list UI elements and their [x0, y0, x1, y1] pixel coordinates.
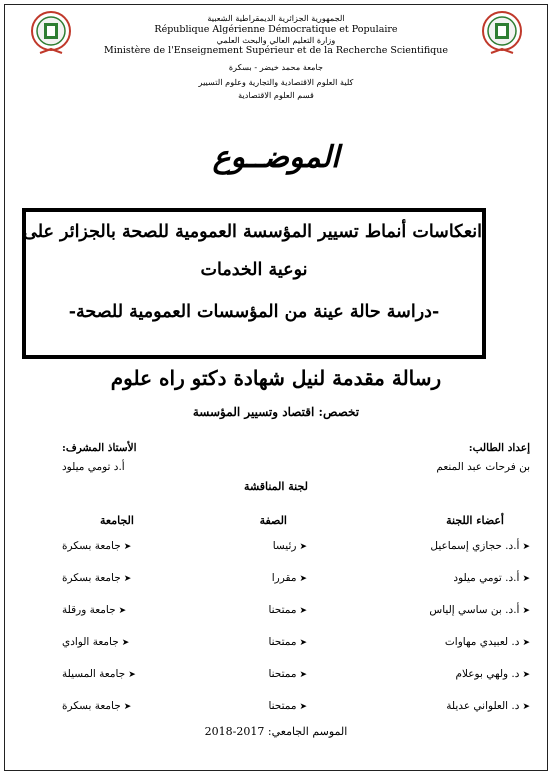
- arrow-bullet-icon: ➤: [123, 574, 132, 584]
- student-label: إعداد الطالب:: [468, 442, 530, 454]
- member-role: [272, 572, 307, 584]
- member-name: [429, 604, 530, 616]
- member-name-text: د. لعبيدي مهاوات: [444, 636, 520, 648]
- member-university-text: جامعة الوادي: [62, 636, 119, 648]
- republic-fr: République Algérienne Démocratique et Populaire: [154, 23, 398, 35]
- member-role-text: مقررا: [271, 572, 297, 584]
- arrow-bullet-icon: ➤: [118, 606, 127, 616]
- member-name: [453, 572, 530, 584]
- thesis-title-line1: انعكاسات أنماط تسيير المؤسسة العمومية للصحة بالجزائر على: [23, 222, 482, 242]
- arrow-bullet-icon: ➤: [522, 542, 530, 552]
- subject-heading: الموضــوع: [212, 140, 340, 175]
- col-header-member: أعضاء اللجنة: [446, 514, 504, 527]
- supervisor-label: الأستاذ المشرف:: [62, 442, 137, 454]
- university-logo-right: [481, 9, 523, 61]
- member-name-text: أ.د. بن ساسي إلياس: [429, 604, 520, 616]
- arrow-bullet-icon: ➤: [299, 606, 307, 616]
- ministry-fr: Ministère de l'Enseignement Supérieur et de la Recherche Scientifique: [104, 45, 448, 56]
- member-name-text: أ.د. تومي ميلود: [453, 572, 520, 584]
- member-university: [62, 668, 136, 680]
- thesis-subtitle: -دراسة حالة عينة من المؤسسات العمومية للصحة-: [68, 302, 440, 322]
- member-role: [268, 700, 307, 712]
- member-name-text: أ.د. حجازي إسماعيل: [430, 540, 520, 552]
- university-logo-left: [30, 9, 72, 61]
- ministry-ar: وزارة التعليم العالي والبحث العلمي: [216, 34, 336, 45]
- arrow-bullet-icon: ➤: [299, 702, 307, 712]
- member-name: [430, 540, 530, 552]
- arrow-bullet-icon: ➤: [522, 638, 530, 648]
- arrow-bullet-icon: ➤: [299, 670, 307, 680]
- arrow-bullet-icon: ➤: [299, 638, 307, 648]
- university-name: جامعة محمد خيضر - بسكرة: [228, 62, 324, 72]
- col-header-role: الصفة: [259, 514, 287, 527]
- member-name-text: د. ولهي بوعلام: [455, 668, 520, 680]
- student-name: بن فرحات عبد المنعم: [436, 461, 530, 473]
- faculty-name: كلية العلوم الاقتصادية والتجارية وعلوم التسيير: [198, 76, 354, 87]
- arrow-bullet-icon: ➤: [522, 702, 530, 712]
- member-university: [62, 700, 131, 712]
- member-university-text: جامعة المسيلة: [62, 668, 126, 680]
- member-university: [62, 604, 126, 616]
- academic-year: الموسم الجامعي: 2017-2018: [204, 725, 348, 738]
- member-name-text: د. العلواني عديلة: [446, 700, 520, 712]
- member-university-text: جامعة بسكرة: [62, 700, 121, 712]
- member-name: [456, 668, 530, 680]
- specialty: تخصص: اقتصاد وتسيير المؤسسة: [192, 405, 360, 419]
- member-role-text: ممتحنا: [268, 636, 297, 648]
- committee-title: لجنة المناقشة: [244, 480, 308, 493]
- republic-ar: الجمهورية الجزائرية الديمقراطية الشعبية: [207, 13, 345, 23]
- arrow-bullet-icon: ➤: [522, 670, 530, 680]
- member-name: [446, 700, 530, 712]
- arrow-bullet-icon: ➤: [123, 702, 132, 712]
- member-role-text: ممتحنا: [268, 604, 297, 616]
- member-university: [62, 540, 131, 552]
- member-role-text: ممتحنا: [268, 700, 297, 712]
- member-role-text: رئيسا: [272, 540, 297, 552]
- member-university: [62, 636, 129, 648]
- member-role: [268, 604, 307, 616]
- member-university-text: جامعة ورقلة: [62, 604, 116, 616]
- arrow-bullet-icon: ➤: [123, 542, 132, 552]
- arrow-bullet-icon: ➤: [299, 542, 307, 552]
- arrow-bullet-icon: ➤: [121, 638, 130, 648]
- department-name: قسم العلوم الاقتصادية: [238, 90, 314, 100]
- thesis-title-box: [22, 208, 486, 359]
- member-university-text: جامعة بسكرة: [62, 540, 121, 552]
- member-role: [268, 668, 307, 680]
- institution-header: [80, 13, 472, 101]
- member-university-text: جامعة بسكرة: [62, 572, 121, 584]
- arrow-bullet-icon: ➤: [522, 606, 530, 616]
- member-name: [445, 636, 530, 648]
- member-role: [273, 540, 307, 552]
- thesis-type: رسالة مقدمة لنيل شهادة دكتو راه علوم: [110, 366, 442, 390]
- col-header-university: الجامعة: [100, 514, 134, 527]
- arrow-bullet-icon: ➤: [299, 574, 307, 584]
- thesis-title-line2: نوعية الخدمات: [200, 260, 308, 280]
- member-role: [268, 636, 307, 648]
- member-university: [62, 572, 131, 584]
- supervisor-name: أ.د تومي ميلود: [62, 461, 125, 473]
- member-role-text: ممتحنا: [268, 668, 297, 680]
- arrow-bullet-icon: ➤: [522, 574, 530, 584]
- arrow-bullet-icon: ➤: [128, 670, 136, 680]
